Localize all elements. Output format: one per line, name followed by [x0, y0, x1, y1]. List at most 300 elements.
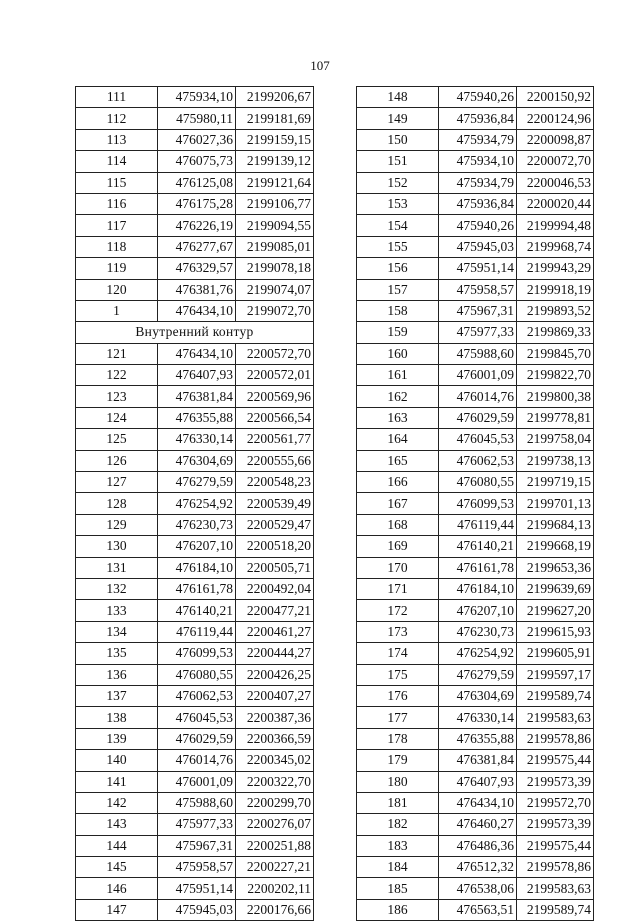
table-row: [357, 365, 594, 386]
table-row: [76, 707, 314, 728]
table-row: [76, 728, 314, 749]
table-row: [76, 450, 314, 471]
coord-y: 2199639,69: [517, 578, 594, 599]
point-number: 111: [76, 87, 158, 108]
table-row: [76, 108, 314, 129]
table-row: [76, 429, 314, 450]
coord-y: 2200461,27: [236, 621, 314, 642]
table-row: [76, 472, 314, 493]
point-number: 177: [357, 707, 439, 728]
point-number: 131: [76, 557, 158, 578]
coord-x: 476512,32: [439, 857, 517, 878]
table-row: [357, 300, 594, 321]
coord-x: 476329,57: [158, 258, 236, 279]
table-row: [76, 258, 314, 279]
table-row: [76, 857, 314, 878]
table-row: [76, 600, 314, 621]
coord-x: 476099,53: [439, 493, 517, 514]
coord-y: 2200046,53: [517, 172, 594, 193]
point-number: 165: [357, 450, 439, 471]
coord-x: 475967,31: [158, 835, 236, 856]
coord-y: 2199738,13: [517, 450, 594, 471]
coord-x: 476381,84: [439, 750, 517, 771]
coord-x: 475988,60: [158, 792, 236, 813]
coord-y: 2199605,91: [517, 643, 594, 664]
coord-x: 476434,10: [158, 300, 236, 321]
coord-y: 2200555,66: [236, 450, 314, 471]
coord-y: 2200299,70: [236, 792, 314, 813]
point-number: 168: [357, 514, 439, 535]
table-row: [357, 857, 594, 878]
coord-y: 2199583,63: [517, 878, 594, 899]
point-number: 115: [76, 172, 158, 193]
point-number: 132: [76, 578, 158, 599]
coord-x: 476230,73: [439, 621, 517, 642]
point-number: 122: [76, 365, 158, 386]
coord-x: 476563,51: [439, 899, 517, 920]
coord-y: 2199778,81: [517, 407, 594, 428]
coord-x: 476080,55: [158, 664, 236, 685]
coord-y: 2200124,96: [517, 108, 594, 129]
point-number: 169: [357, 536, 439, 557]
table-row: [357, 899, 594, 920]
section-title: Внутренний контур: [76, 322, 314, 343]
point-number: 172: [357, 600, 439, 621]
point-number: 161: [357, 365, 439, 386]
coord-x: 476001,09: [158, 771, 236, 792]
coord-y: 2200561,77: [236, 429, 314, 450]
coord-y: 2199121,64: [236, 172, 314, 193]
page-number: 107: [310, 58, 330, 73]
point-number: 152: [357, 172, 439, 193]
coord-y: 2199575,44: [517, 835, 594, 856]
coord-y: 2199094,55: [236, 215, 314, 236]
coord-x: 476184,10: [439, 578, 517, 599]
table-row: [357, 279, 594, 300]
coord-y: 2199139,12: [236, 151, 314, 172]
coord-x: 476184,10: [158, 557, 236, 578]
point-number: 162: [357, 386, 439, 407]
coord-x: 475977,33: [158, 814, 236, 835]
point-number: 130: [76, 536, 158, 557]
coord-y: 2199668,19: [517, 536, 594, 557]
point-number: 118: [76, 236, 158, 257]
coord-x: 476434,10: [439, 792, 517, 813]
coord-x: 476125,08: [158, 172, 236, 193]
point-number: 146: [76, 878, 158, 899]
coord-x: 476538,06: [439, 878, 517, 899]
coord-x: 475977,33: [439, 322, 517, 343]
coord-x: 476279,59: [439, 664, 517, 685]
point-number: 133: [76, 600, 158, 621]
table-row: [357, 578, 594, 599]
coord-x: 475980,11: [158, 108, 236, 129]
coord-y: 2199845,70: [517, 343, 594, 364]
coordinates-table-left: [75, 86, 314, 921]
point-number: 136: [76, 664, 158, 685]
coord-x: 475958,57: [158, 857, 236, 878]
table-row: [76, 193, 314, 214]
table-row: [76, 215, 314, 236]
point-number: 171: [357, 578, 439, 599]
table-row: [357, 643, 594, 664]
coord-x: 476277,67: [158, 236, 236, 257]
table-row: [357, 429, 594, 450]
coord-y: 2199078,18: [236, 258, 314, 279]
coord-y: 2199206,67: [236, 87, 314, 108]
coord-y: 2199701,13: [517, 493, 594, 514]
coord-y: 2199893,52: [517, 300, 594, 321]
point-number: 145: [76, 857, 158, 878]
coord-y: 2200566,54: [236, 407, 314, 428]
table-row: [357, 707, 594, 728]
coord-x: 475988,60: [439, 343, 517, 364]
point-number: 176: [357, 685, 439, 706]
table-row: [76, 878, 314, 899]
point-number: 183: [357, 835, 439, 856]
point-number: 174: [357, 643, 439, 664]
coord-y: 2200098,87: [517, 129, 594, 150]
point-number: 124: [76, 407, 158, 428]
coord-x: 476486,36: [439, 835, 517, 856]
coord-x: 476029,59: [158, 728, 236, 749]
coord-y: 2200072,70: [517, 151, 594, 172]
coord-y: 2200322,70: [236, 771, 314, 792]
table-row: [76, 792, 314, 813]
coord-x: 476001,09: [439, 365, 517, 386]
coord-x: 476381,76: [158, 279, 236, 300]
point-number: 155: [357, 236, 439, 257]
coord-x: 475940,26: [439, 215, 517, 236]
table-row: [76, 899, 314, 920]
point-number: 123: [76, 386, 158, 407]
point-number: 139: [76, 728, 158, 749]
point-number: 170: [357, 557, 439, 578]
point-number: 140: [76, 750, 158, 771]
point-number: 127: [76, 472, 158, 493]
point-number: 178: [357, 728, 439, 749]
coord-x: 476045,53: [439, 429, 517, 450]
coord-y: 2199074,07: [236, 279, 314, 300]
point-number: 116: [76, 193, 158, 214]
coord-y: 2199575,44: [517, 750, 594, 771]
coord-y: 2199615,93: [517, 621, 594, 642]
coord-x: 476161,78: [439, 557, 517, 578]
point-number: 179: [357, 750, 439, 771]
point-number: 167: [357, 493, 439, 514]
coord-x: 476355,88: [439, 728, 517, 749]
table-row: [357, 151, 594, 172]
table-row: [76, 386, 314, 407]
coord-y: 2200529,47: [236, 514, 314, 535]
coord-x: 475934,79: [439, 172, 517, 193]
point-number: 129: [76, 514, 158, 535]
table-row: [357, 536, 594, 557]
right-table-body: [357, 87, 594, 921]
point-number: 186: [357, 899, 439, 920]
table-row: [357, 343, 594, 364]
point-number: 160: [357, 343, 439, 364]
coord-x: 475936,84: [439, 193, 517, 214]
table-row: [76, 814, 314, 835]
coord-y: 2200387,36: [236, 707, 314, 728]
section-header-row: [76, 322, 314, 343]
table-row: [76, 87, 314, 108]
coord-x: 476355,88: [158, 407, 236, 428]
coord-x: 476140,21: [158, 600, 236, 621]
coord-y: 2199597,17: [517, 664, 594, 685]
point-number: 144: [76, 835, 158, 856]
point-number: 137: [76, 685, 158, 706]
point-number: 184: [357, 857, 439, 878]
coord-x: 476014,76: [439, 386, 517, 407]
table-row: [357, 129, 594, 150]
point-number: 175: [357, 664, 439, 685]
table-row: [357, 621, 594, 642]
table-row: [76, 129, 314, 150]
point-number: 135: [76, 643, 158, 664]
coord-y: 2199106,77: [236, 193, 314, 214]
point-number: 114: [76, 151, 158, 172]
coord-x: 475967,31: [439, 300, 517, 321]
coord-y: 2199627,20: [517, 600, 594, 621]
coord-x: 475958,57: [439, 279, 517, 300]
point-number: 159: [357, 322, 439, 343]
coord-x: 476119,44: [158, 621, 236, 642]
coord-y: 2200518,20: [236, 536, 314, 557]
coord-y: 2199583,63: [517, 707, 594, 728]
left-table-body-bottom: [76, 343, 314, 921]
coord-y: 2199572,70: [517, 792, 594, 813]
coord-y: 2200548,23: [236, 472, 314, 493]
coord-y: 2199869,33: [517, 322, 594, 343]
table-row: [357, 493, 594, 514]
coord-x: 476254,92: [158, 493, 236, 514]
point-number: 119: [76, 258, 158, 279]
table-row: [76, 151, 314, 172]
table-row: [76, 771, 314, 792]
point-number: 143: [76, 814, 158, 835]
table-row: [76, 835, 314, 856]
coord-y: 2199578,86: [517, 857, 594, 878]
coord-x: 476330,14: [439, 707, 517, 728]
coord-y: 2199159,15: [236, 129, 314, 150]
coord-x: 476099,53: [158, 643, 236, 664]
point-number: 141: [76, 771, 158, 792]
coord-x: 476062,53: [158, 685, 236, 706]
coord-x: 476062,53: [439, 450, 517, 471]
coord-y: 2199653,36: [517, 557, 594, 578]
coord-x: 475945,03: [158, 899, 236, 920]
coord-y: 2200572,70: [236, 343, 314, 364]
coord-y: 2200276,07: [236, 814, 314, 835]
coord-x: 476207,10: [439, 600, 517, 621]
table-row: [76, 365, 314, 386]
table-row: [357, 750, 594, 771]
coord-x: 476407,93: [158, 365, 236, 386]
coord-x: 476226,19: [158, 215, 236, 236]
coord-x: 476207,10: [158, 536, 236, 557]
coord-y: 2200176,66: [236, 899, 314, 920]
coord-y: 2200477,21: [236, 600, 314, 621]
point-number: 158: [357, 300, 439, 321]
coord-x: 476230,73: [158, 514, 236, 535]
table-row: [76, 536, 314, 557]
table-row: [357, 685, 594, 706]
point-number: 166: [357, 472, 439, 493]
table-row: [76, 493, 314, 514]
coord-x: 476304,69: [439, 685, 517, 706]
point-number: 138: [76, 707, 158, 728]
coord-y: 2199589,74: [517, 899, 594, 920]
table-row: [357, 771, 594, 792]
table-row: [357, 108, 594, 129]
point-number: 156: [357, 258, 439, 279]
point-number: 151: [357, 151, 439, 172]
table-row: [357, 172, 594, 193]
point-number: 185: [357, 878, 439, 899]
point-number: 121: [76, 343, 158, 364]
coord-x: 476460,27: [439, 814, 517, 835]
coord-x: 476161,78: [158, 578, 236, 599]
coord-y: 2199684,13: [517, 514, 594, 535]
point-number: 154: [357, 215, 439, 236]
table-row: [357, 472, 594, 493]
coord-y: 2200492,04: [236, 578, 314, 599]
coord-y: 2200227,21: [236, 857, 314, 878]
coord-y: 2199578,86: [517, 728, 594, 749]
point-number: 157: [357, 279, 439, 300]
coord-x: 475934,10: [439, 151, 517, 172]
coord-y: 2200505,71: [236, 557, 314, 578]
table-row: [357, 814, 594, 835]
coord-y: 2199758,04: [517, 429, 594, 450]
coord-x: 476029,59: [439, 407, 517, 428]
table-row: [357, 450, 594, 471]
table-row: [357, 236, 594, 257]
point-number: 120: [76, 279, 158, 300]
left-table-body-top: [76, 87, 314, 322]
table-row: [357, 878, 594, 899]
point-number: 147: [76, 899, 158, 920]
point-number: 113: [76, 129, 158, 150]
point-number: 164: [357, 429, 439, 450]
point-number: 112: [76, 108, 158, 129]
point-number: 149: [357, 108, 439, 129]
table-row: [76, 343, 314, 364]
point-number: 150: [357, 129, 439, 150]
table-row: [76, 664, 314, 685]
coord-y: 2200366,59: [236, 728, 314, 749]
point-number: 173: [357, 621, 439, 642]
table-row: [357, 664, 594, 685]
table-row: [76, 236, 314, 257]
table-row: [76, 279, 314, 300]
coord-y: 2199968,74: [517, 236, 594, 257]
table-row: [357, 792, 594, 813]
table-row: [357, 514, 594, 535]
coord-x: 475934,10: [158, 87, 236, 108]
coord-y: 2199994,48: [517, 215, 594, 236]
table-row: [76, 750, 314, 771]
coord-y: 2200444,27: [236, 643, 314, 664]
coord-y: 2199072,70: [236, 300, 314, 321]
table-row: [76, 407, 314, 428]
point-number: 117: [76, 215, 158, 236]
coord-y: 2199800,38: [517, 386, 594, 407]
table-row: [76, 621, 314, 642]
table-row: [76, 514, 314, 535]
point-number: 181: [357, 792, 439, 813]
coord-x: 476330,14: [158, 429, 236, 450]
left-table-section: [76, 322, 314, 343]
coord-y: 2199719,15: [517, 472, 594, 493]
coord-y: 2199822,70: [517, 365, 594, 386]
point-number: 1: [76, 300, 158, 321]
coord-x: 476075,73: [158, 151, 236, 172]
table-row: [357, 835, 594, 856]
coord-y: 2199943,29: [517, 258, 594, 279]
point-number: 134: [76, 621, 158, 642]
coord-x: 475940,26: [439, 87, 517, 108]
table-row: [76, 578, 314, 599]
coordinates-table-right: [356, 86, 594, 921]
table-row: [76, 300, 314, 321]
coord-y: 2200539,49: [236, 493, 314, 514]
coord-y: 2200572,01: [236, 365, 314, 386]
coord-y: 2200407,27: [236, 685, 314, 706]
table-row: [76, 685, 314, 706]
table-row: [76, 643, 314, 664]
coord-x: 476304,69: [158, 450, 236, 471]
coord-x: 476381,84: [158, 386, 236, 407]
coord-y: 2200150,92: [517, 87, 594, 108]
coord-x: 475945,03: [439, 236, 517, 257]
coord-x: 476045,53: [158, 707, 236, 728]
table-row: [357, 386, 594, 407]
table-row: [357, 215, 594, 236]
coord-x: 476279,59: [158, 472, 236, 493]
point-number: 126: [76, 450, 158, 471]
coord-y: 2200426,25: [236, 664, 314, 685]
coord-y: 2200020,44: [517, 193, 594, 214]
point-number: 142: [76, 792, 158, 813]
coord-y: 2199573,39: [517, 814, 594, 835]
table-row: [357, 322, 594, 343]
point-number: 182: [357, 814, 439, 835]
point-number: 125: [76, 429, 158, 450]
point-number: 180: [357, 771, 439, 792]
coord-y: 2200345,02: [236, 750, 314, 771]
table-row: [357, 258, 594, 279]
coord-y: 2199918,19: [517, 279, 594, 300]
coord-x: 476027,36: [158, 129, 236, 150]
point-number: 153: [357, 193, 439, 214]
coord-y: 2200202,11: [236, 878, 314, 899]
coord-y: 2200251,88: [236, 835, 314, 856]
table-row: [76, 172, 314, 193]
coord-y: 2199589,74: [517, 685, 594, 706]
coord-x: 475934,79: [439, 129, 517, 150]
point-number: 163: [357, 407, 439, 428]
table-row: [357, 557, 594, 578]
point-number: 128: [76, 493, 158, 514]
coord-x: 476140,21: [439, 536, 517, 557]
coord-y: 2199085,01: [236, 236, 314, 257]
coord-y: 2199573,39: [517, 771, 594, 792]
coord-x: 475951,14: [439, 258, 517, 279]
coord-x: 475951,14: [158, 878, 236, 899]
